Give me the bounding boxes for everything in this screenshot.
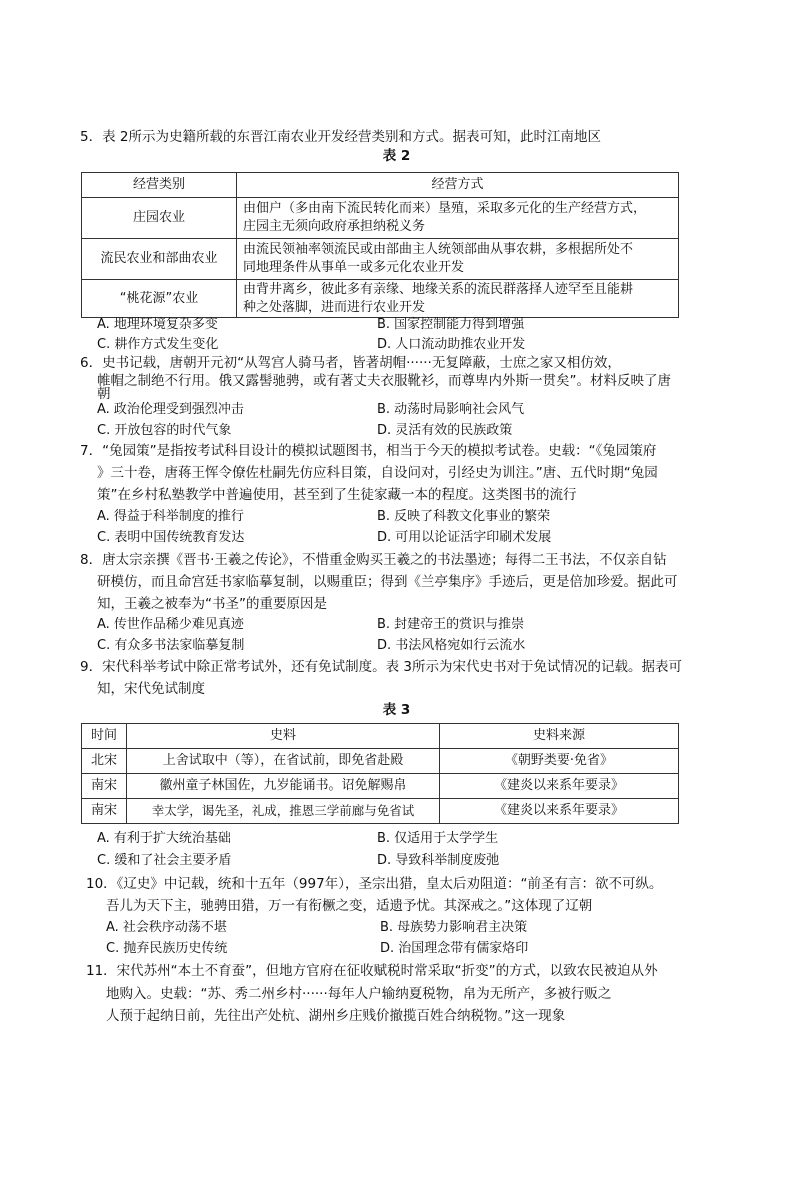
q8-option-d[interactable]: D. 书法风格宛如行云流水 — [377, 638, 526, 653]
q5-option-c[interactable]: C. 耕作方式发生变化 — [97, 337, 219, 352]
q9-stem-line: 9．宋代科举考试中除正常考试外，还有免试制度。表 3所示为宋代史书对于免试情况的记载。据表可 — [80, 659, 682, 675]
q6-option-b[interactable]: B. 动荡时局影响社会风气 — [377, 402, 525, 417]
q8-stem-line: 8．唐太宗亲撰《晋书·王羲之传论》，不惜重金购买王羲之的书法墨迹；每得二王书法，不仅亲自钻 — [80, 552, 667, 568]
q10-option-a[interactable]: A. 社会秩序动荡不堪 — [106, 920, 227, 935]
table-3-cell-time: 南宋 — [82, 774, 127, 799]
q5-option-b[interactable]: B. 国家控制能力得到增强 — [377, 317, 525, 332]
table-2-caption: 表 2 — [382, 148, 411, 164]
table-2-cell-method — [237, 280, 679, 318]
q10-option-d[interactable]: D. 治国理念带有儒家烙印 — [380, 941, 529, 956]
q6-option-a[interactable]: A. 政治伦理受到强烈冲击 — [97, 402, 244, 417]
q11-stem-line: 11．宋代苏州“本土不育蚕”，但地方官府在征收赋税时常采取“折变”的方式，以致农民被迫从外 — [86, 963, 658, 979]
table-2 — [81, 172, 679, 318]
table-row — [82, 198, 679, 239]
table-2-cell-type: 庄园农业 — [82, 198, 237, 239]
table-row — [82, 749, 679, 774]
q11-stem-line: 人预于起纳日前，先往出产处杭、湖州乡庄贱价撤揽百姓合纳税物。”这一现象 — [106, 1008, 566, 1024]
table-3-header-row — [82, 724, 679, 749]
q11-stem-line: 地购入。史载：“苏、秀二州乡村······每年人户输纳夏税物，帛为无所产，多被行贩之 — [106, 986, 612, 1002]
table-3-header-material: 史料 — [127, 724, 440, 749]
table-row — [82, 774, 679, 799]
q9-option-d[interactable]: D. 导致科举制度废弛 — [377, 853, 500, 868]
table-3-cell-material: 幸太学，谒先圣，礼成，推恩三学前廊与免省试 — [127, 799, 440, 824]
q7-stem-line: 7．“兔园策”是指按考试科目设计的模拟试题图书，相当于今天的模拟考试卷。史载：“《兔园策府 — [80, 443, 657, 459]
cell-line: 由流民领袖率领流民或由部曲主人统领部曲从事农耕，多根据所处不 — [243, 242, 634, 257]
table-3-cell-source: 《建炎以来系年要录》 — [440, 799, 679, 824]
q7-option-d[interactable]: D. 可用以论证活字印刷术发展 — [377, 530, 552, 545]
q10-stem-line: 吾儿为天下主，驰骋田猎，万一有衔橛之变，适遗予忧。其深戒之。”这体现了辽朝 — [106, 898, 593, 914]
q5-stem: 5．表 2所示为史籍所载的东晋江南农业开发经营类别和方式。据表可知，此时江南地区 — [80, 129, 601, 145]
table-3-cell-material: 徽州童子林国佐，九岁能诵书。诏免解赐帛 — [127, 774, 440, 799]
cell-line: 种之处落脚，进而进行农业开发 — [243, 299, 426, 315]
q6-option-c[interactable]: C. 开放包容的时代气象 — [97, 423, 232, 438]
cell-line: 由佃户（多由南下流民转化而来）垦殖，采取多元化的生产经营方式， — [243, 201, 647, 216]
q8-option-b[interactable]: B. 封建帝王的赏识与推崇 — [377, 617, 525, 632]
q8-option-c[interactable]: C. 有众多书法家临摹复制 — [97, 638, 245, 653]
q6-stem-line: 6．史书记载，唐朝开元初“从驾宫人骑马者，皆著胡帽······无复障蔽，士庶之家又相仿效， — [80, 355, 621, 371]
table-3-cell-time: 南宋 — [82, 799, 127, 824]
q7-stem-line: 》三十卷，唐蒋王恽令僚佐杜嗣先仿应科目策，自设问对，引经史为训注。”唐、五代时期“兔园 — [97, 465, 658, 481]
q8-option-a[interactable]: A. 传世作品稀少难见真迹 — [97, 617, 244, 632]
table-3-header-source: 史料来源 — [440, 724, 679, 749]
q5-option-a[interactable]: A. 地理环境复杂多变 — [97, 317, 218, 332]
q10-option-c[interactable]: C. 抛弃民族历史传统 — [106, 941, 228, 956]
table-row — [82, 799, 679, 824]
table-3-caption: 表 3 — [382, 702, 411, 718]
q5-option-d[interactable]: D. 人口流动助推农业开发 — [377, 337, 526, 352]
table-2-header-type: 经营类别 — [82, 173, 237, 198]
table-2-cell-method — [237, 198, 679, 239]
table-3-cell-source: 《朝野类要·免省》 — [440, 749, 679, 774]
q6-option-d[interactable]: D. 灵活有效的民族政策 — [377, 423, 513, 438]
table-3-cell-time: 北宋 — [82, 749, 127, 774]
cell-line: 庄园主无须向政府承担纳税义务 — [243, 219, 426, 234]
table-2-cell-type: 流民农业和部曲农业 — [82, 239, 237, 280]
cell-line: 同地理条件从事单一或多元化农业开发 — [243, 260, 465, 275]
table-2-header-row — [82, 173, 679, 198]
table-3-cell-material: 上舍试取中（等），在省试前，即免省赴殿 — [127, 749, 440, 774]
table-2-cell-type: “桃花源”农业 — [82, 280, 237, 318]
q9-stem-line: 知，宋代免试制度 — [97, 681, 205, 697]
table-row — [82, 280, 679, 318]
table-2-header-method: 经营方式 — [237, 173, 679, 198]
q6-stem-line: 朝 — [97, 386, 111, 402]
cell-line: 由背井离乡，彼此多有亲缘、地缘关系的流民群落择人迹罕至且能耕 — [243, 281, 634, 297]
q8-stem-line: 知，王羲之被奉为“书圣”的重要原因是 — [97, 596, 327, 612]
table-3 — [81, 723, 679, 824]
table-row — [82, 239, 679, 280]
q7-stem-line: 策”在乡村私塾教学中普遍使用，甚至到了生徒家藏一本的程度。这类图书的流行 — [97, 487, 577, 503]
q9-option-c[interactable]: C. 缓和了社会主要矛盾 — [97, 853, 232, 868]
table-3-header-time: 时间 — [82, 724, 127, 749]
q7-option-b[interactable]: B. 反映了科教文化事业的繁荣 — [377, 509, 551, 524]
q7-option-a[interactable]: A. 得益于科举制度的推行 — [97, 509, 244, 524]
q9-option-a[interactable]: A. 有利于扩大统治基础 — [97, 831, 231, 846]
q10-option-b[interactable]: B. 母族势力影响君主决策 — [380, 920, 528, 935]
q8-stem-line: 研模仿，而且命宫廷书家临摹复制，以赐重臣；得到《兰亭集序》手迹后，更是倍加珍爱。据此可 — [97, 574, 678, 590]
table-2-cell-method — [237, 239, 679, 280]
q7-option-c[interactable]: C. 表明中国传统教育发达 — [97, 530, 245, 545]
q9-option-b[interactable]: B. 仅适用于太学学生 — [377, 831, 499, 846]
table-3-cell-source: 《建炎以来系年要录》 — [440, 774, 679, 799]
q10-stem-line: 10．《辽史》中记载，统和十五年（997年），圣宗出猎，皇太后劝阻道：“前圣有言：欲不可纵。 — [86, 876, 663, 892]
q6-stem-line: 帷帽之制绝不行用。俄又露髻驰骋，或有著丈夫衣服靴衫，而尊卑内外斯一贯矣”。材料反映了唐 — [97, 373, 671, 389]
